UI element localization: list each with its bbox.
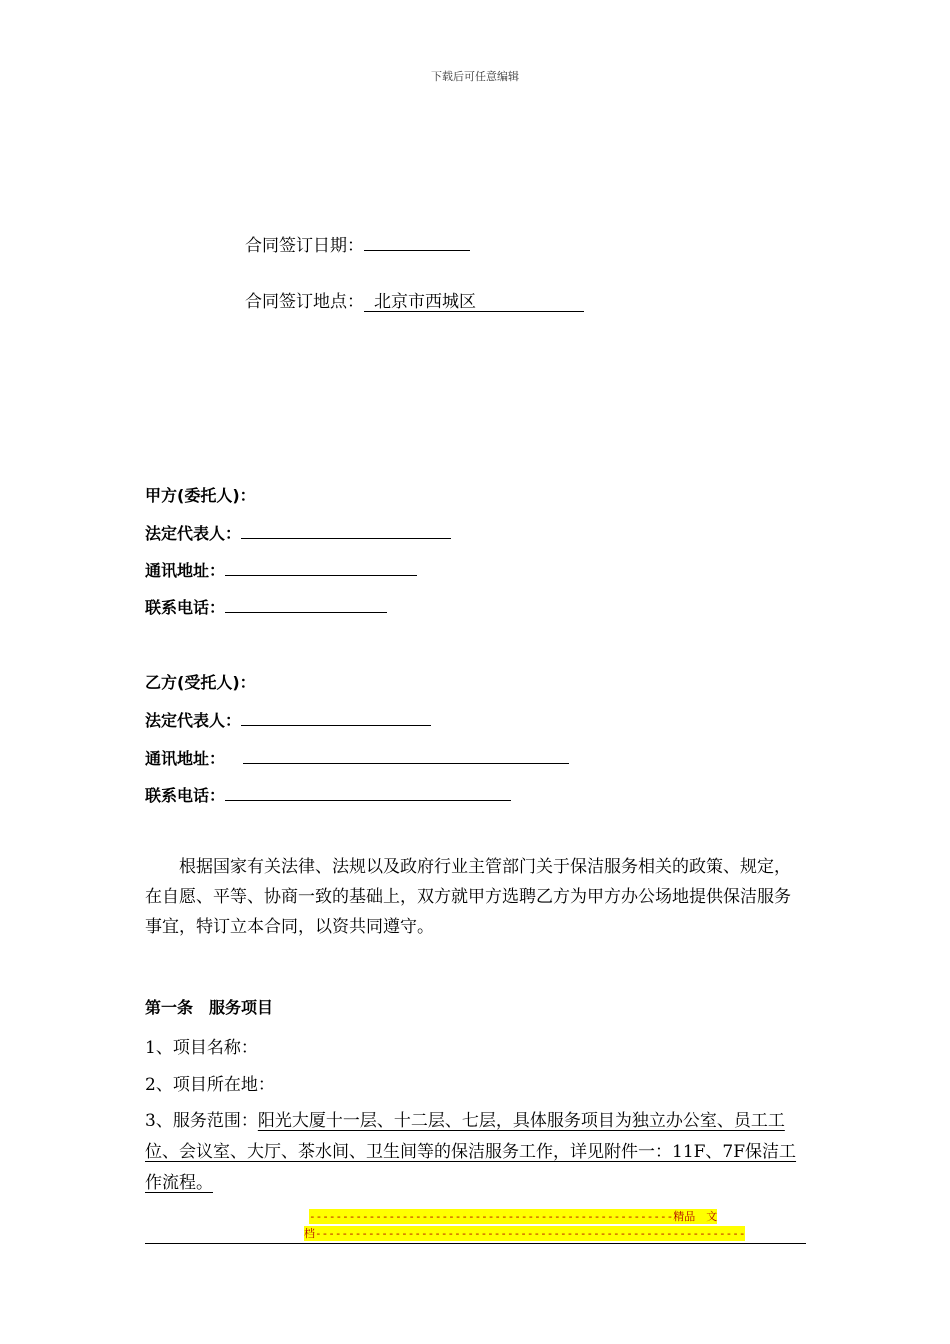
footer-mark-line1: -------------------------------------------------------精品 文: [309, 1210, 718, 1223]
header-note: 下载后可任意编辑: [431, 70, 519, 83]
party-a-phone-label: 联系电话：: [145, 598, 226, 617]
party-a-title: 甲方(委托人)：: [145, 486, 256, 505]
signing-place-label: 合同签订地点：: [245, 292, 364, 312]
signing-date-blank: [364, 234, 470, 251]
article1-title: 第一条 服务项目: [145, 998, 274, 1017]
party-a-address-row: [145, 558, 417, 581]
footer-mark-line2: 档-----------------------------------------------------------------: [304, 1227, 746, 1240]
party-b-phone-label: 联系电话：: [145, 786, 226, 805]
party-a-rep-label: 法定代表人：: [145, 524, 242, 543]
party-a-rep-row: [145, 521, 451, 544]
party-b-address-blank: [243, 747, 569, 764]
party-b-rep-blank: [241, 709, 431, 726]
signing-place-value: 北京市西城区: [364, 293, 584, 312]
signing-date-row: [245, 231, 470, 256]
party-b-phone-row: [145, 783, 511, 806]
party-b-title: 乙方(受托人)：: [145, 673, 256, 692]
party-a-phone-row: [145, 595, 387, 618]
article1-item3-label: 3、服务范围：: [145, 1111, 258, 1131]
party-a-rep-blank: [241, 522, 451, 539]
party-b-address-label: 通讯地址：: [145, 749, 226, 768]
article1-item3: [145, 1106, 810, 1199]
party-b-rep-row: [145, 708, 431, 731]
signing-date-label: 合同签订日期：: [245, 236, 364, 256]
signing-place-row: [245, 287, 584, 312]
footer-rule: [145, 1243, 806, 1244]
article1-item1: 1、项目名称：: [145, 1038, 258, 1058]
party-b-address-row: [145, 746, 569, 769]
party-b-phone-blank: [225, 784, 511, 801]
preamble-paragraph: 根据国家有关法律、法规以及政府行业主管部门关于保洁服务相关的政策、规定，在自愿、平等、协商一致的基础上，双方就甲方选聘乙方为甲方办公场地提供保洁服务事宜，特订立本合同，以资共同遵守。: [145, 857, 791, 937]
party-a-phone-blank: [225, 596, 387, 613]
article1-item2: 2、项目所在地：: [145, 1075, 275, 1095]
party-b-rep-label: 法定代表人：: [145, 711, 242, 730]
party-a-address-label: 通讯地址：: [145, 561, 226, 580]
party-a-address-blank: [225, 559, 417, 576]
article1-item3-text: 阳光大厦十一层、十二层、七层，具体服务项目为独立办公室、员工工位、会议室、大厅、茶水间、卫生间等的保洁服务工作，详见附件一：11F、7F保洁工作流程。: [145, 1111, 797, 1193]
